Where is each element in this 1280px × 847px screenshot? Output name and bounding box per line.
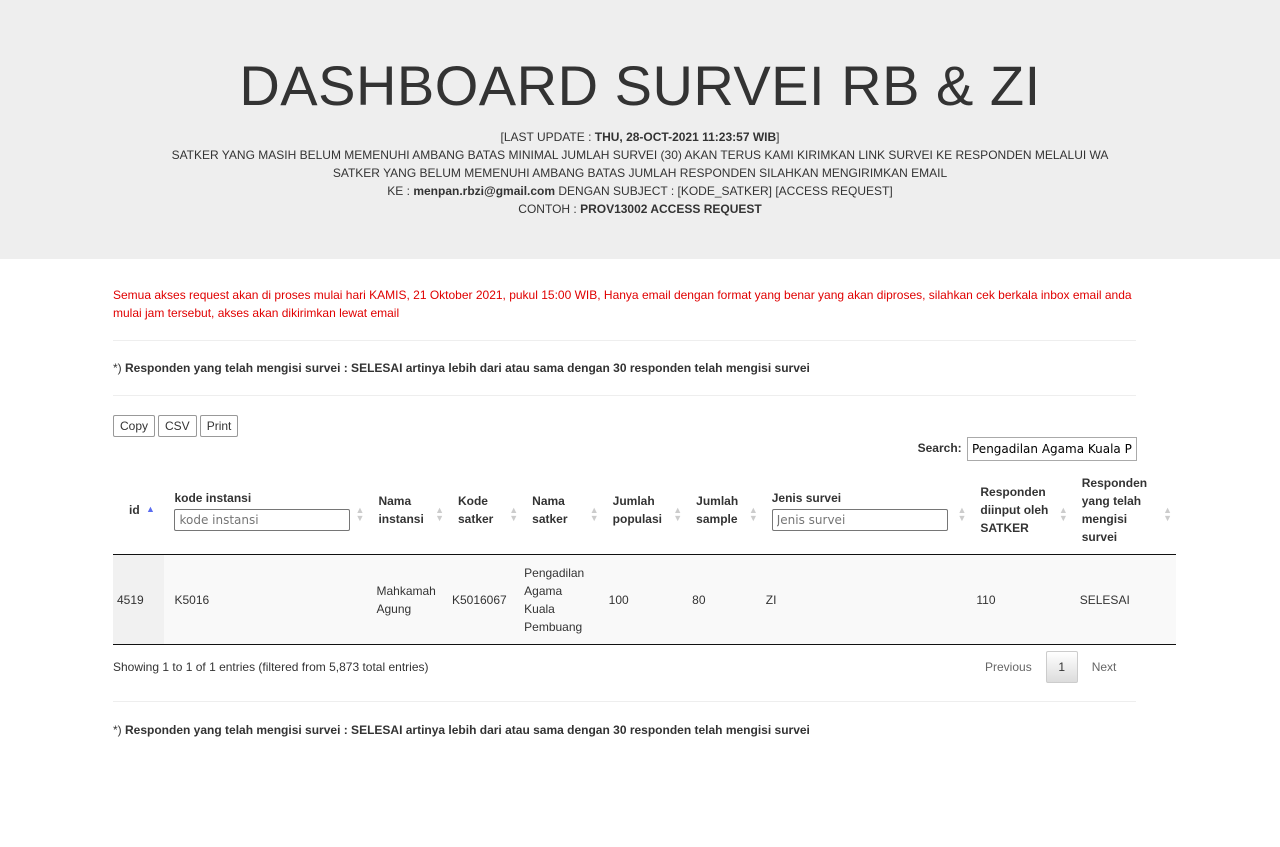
next-button[interactable]: Next — [1091, 660, 1117, 674]
col-kode-satker-label: Kode satker — [457, 494, 494, 526]
export-buttons — [113, 415, 1136, 437]
line4-prefix: KE : — [387, 184, 414, 198]
col-jenis-survei-label: Jenis survei — [771, 491, 842, 505]
line5-prefix: CONTOH : — [518, 202, 581, 216]
header-line-3: SATKER YANG BELUM MEMENUHI AMBANG BATAS JUMLAH RESPONDEN SILAHKAN MENGIRIMKAN EMAIL — [332, 166, 948, 180]
sort-icon: ▲ ▼ — [355, 505, 365, 523]
header-jumbotron — [0, 0, 1280, 259]
search-row — [113, 437, 1137, 461]
cell-nama-instansi: Mahkamah Agung — [368, 555, 448, 645]
col-responden-diinput[interactable] — [970, 474, 1071, 555]
csv-button[interactable]: CSV — [158, 415, 197, 437]
survey-note-bottom — [113, 721, 810, 739]
cell-kode-satker: K5016067 — [448, 555, 522, 645]
note-star: *) — [113, 361, 122, 375]
page-1-button[interactable]: 1 — [1046, 651, 1078, 683]
cell-id: 4519 — [113, 555, 164, 645]
last-update-suffix: ] — [776, 130, 780, 144]
copy-button[interactable]: Copy — [113, 415, 155, 437]
cell-jumlah-sample: 80 — [686, 555, 762, 645]
print-button[interactable]: Print — [200, 415, 239, 437]
survey-note — [113, 359, 1136, 377]
col-responden-mengisi-label: Responden yang telah mengisi survei — [1081, 476, 1148, 544]
table-header-row — [113, 474, 1176, 555]
col-nama-instansi[interactable] — [368, 474, 448, 555]
main-container — [113, 259, 1136, 437]
note-star: *) — [113, 723, 122, 737]
sort-icon: ▲ ▼ — [435, 505, 444, 523]
sort-icon: ▲ ▼ — [589, 505, 599, 523]
cell-nama-satker: Pengadilan Agama Kuala Pembuang — [522, 555, 603, 645]
col-nama-satker-label: Nama satker — [532, 494, 568, 526]
note-text: Responden yang telah mengisi survei : SELESAI artinya lebih dari atau sama dengan 30 responden telah mengisi survei — [121, 361, 810, 375]
table-row — [113, 555, 1176, 645]
sort-icon: ▲ ▼ — [1163, 505, 1172, 523]
col-nama-satker[interactable] — [522, 474, 603, 555]
search-label: Search: — [917, 441, 962, 456]
col-nama-instansi-label: Nama instansi — [378, 494, 424, 526]
col-id[interactable] — [113, 474, 164, 555]
col-jumlah-populasi-label: Jumlah populasi — [612, 494, 662, 526]
last-update-prefix: [LAST UPDATE : — [500, 130, 595, 144]
sort-asc-icon: ▲ — [146, 504, 155, 514]
example-subject: PROV13002 ACCESS REQUEST — [580, 202, 762, 216]
table-info: Showing 1 to 1 of 1 entries (filtered from 5,873 total entries) — [113, 660, 429, 674]
cell-responden-diinput: 110 — [970, 555, 1071, 645]
notice-text: Semua akses request akan di proses mulai hari KAMIS, 21 Oktober 2021, pukul 15:00 WIB, Hanya email dengan format yang benar yang akan diproses, silahkan cek berkala inbox email anda mulai jam tersebut, akses akan dikirimkan lewat email — [113, 288, 1132, 320]
cell-responden-mengisi: SELESAI — [1072, 555, 1176, 645]
pagination — [980, 651, 1130, 683]
sort-icon: ▲ ▼ — [673, 505, 683, 523]
col-kode-satker[interactable] — [448, 474, 522, 555]
sort-icon: ▲ ▼ — [509, 505, 519, 523]
note-text: Responden yang telah mengisi survei : SELESAI artinya lebih dari atau sama dengan 30 responden telah mengisi survei — [121, 723, 810, 737]
col-jumlah-sample[interactable] — [686, 474, 762, 555]
survey-table — [113, 474, 1176, 645]
line4-suffix: DENGAN SUBJECT : [KODE_SATKER] [ACCESS REQUEST] — [555, 184, 893, 198]
jenis-survei-filter-input[interactable] — [772, 509, 948, 531]
sort-icon: ▲ ▼ — [1058, 505, 1068, 523]
divider — [113, 340, 1136, 341]
divider — [113, 701, 1136, 702]
page-title: DASHBOARD SURVEI RB & ZI — [239, 54, 1041, 117]
search-input[interactable] — [967, 437, 1137, 461]
col-jumlah-sample-label: Jumlah sample — [696, 494, 739, 526]
sort-icon: ▲ ▼ — [748, 505, 758, 523]
previous-button[interactable]: Previous — [985, 660, 1032, 674]
divider — [113, 395, 1136, 396]
cell-jenis-survei: ZI — [762, 555, 971, 645]
last-update — [0, 128, 1280, 146]
col-responden-diinput-label: Responden diinput oleh SATKER — [980, 485, 1049, 535]
header-line-2: SATKER YANG MASIH BELUM MEMENUHI AMBANG BATAS MINIMAL JUMLAH SURVEI (30) AKAN TERUS KAMI KIRIMKAN LINK SURVEI KE RESPONDEN MELALUI WA — [171, 148, 1109, 162]
col-kode-instansi[interactable] — [164, 474, 368, 555]
last-update-value: THU, 28-OCT-2021 11:23:57 WIB — [594, 130, 777, 144]
header-line-5 — [0, 200, 1280, 218]
col-responden-mengisi[interactable] — [1072, 474, 1176, 555]
contact-email: menpan.rbzi@gmail.com — [413, 184, 556, 198]
kode-instansi-filter-input[interactable] — [174, 509, 350, 531]
col-jumlah-populasi[interactable] — [603, 474, 687, 555]
col-jenis-survei[interactable] — [762, 474, 971, 555]
cell-jumlah-populasi: 100 — [603, 555, 687, 645]
header-line-4 — [0, 182, 1280, 200]
col-id-label: id — [129, 503, 140, 517]
sort-icon: ▲ ▼ — [957, 505, 967, 523]
col-kode-instansi-label: kode instansi — [174, 491, 252, 505]
cell-kode-instansi: K5016 — [164, 555, 368, 645]
